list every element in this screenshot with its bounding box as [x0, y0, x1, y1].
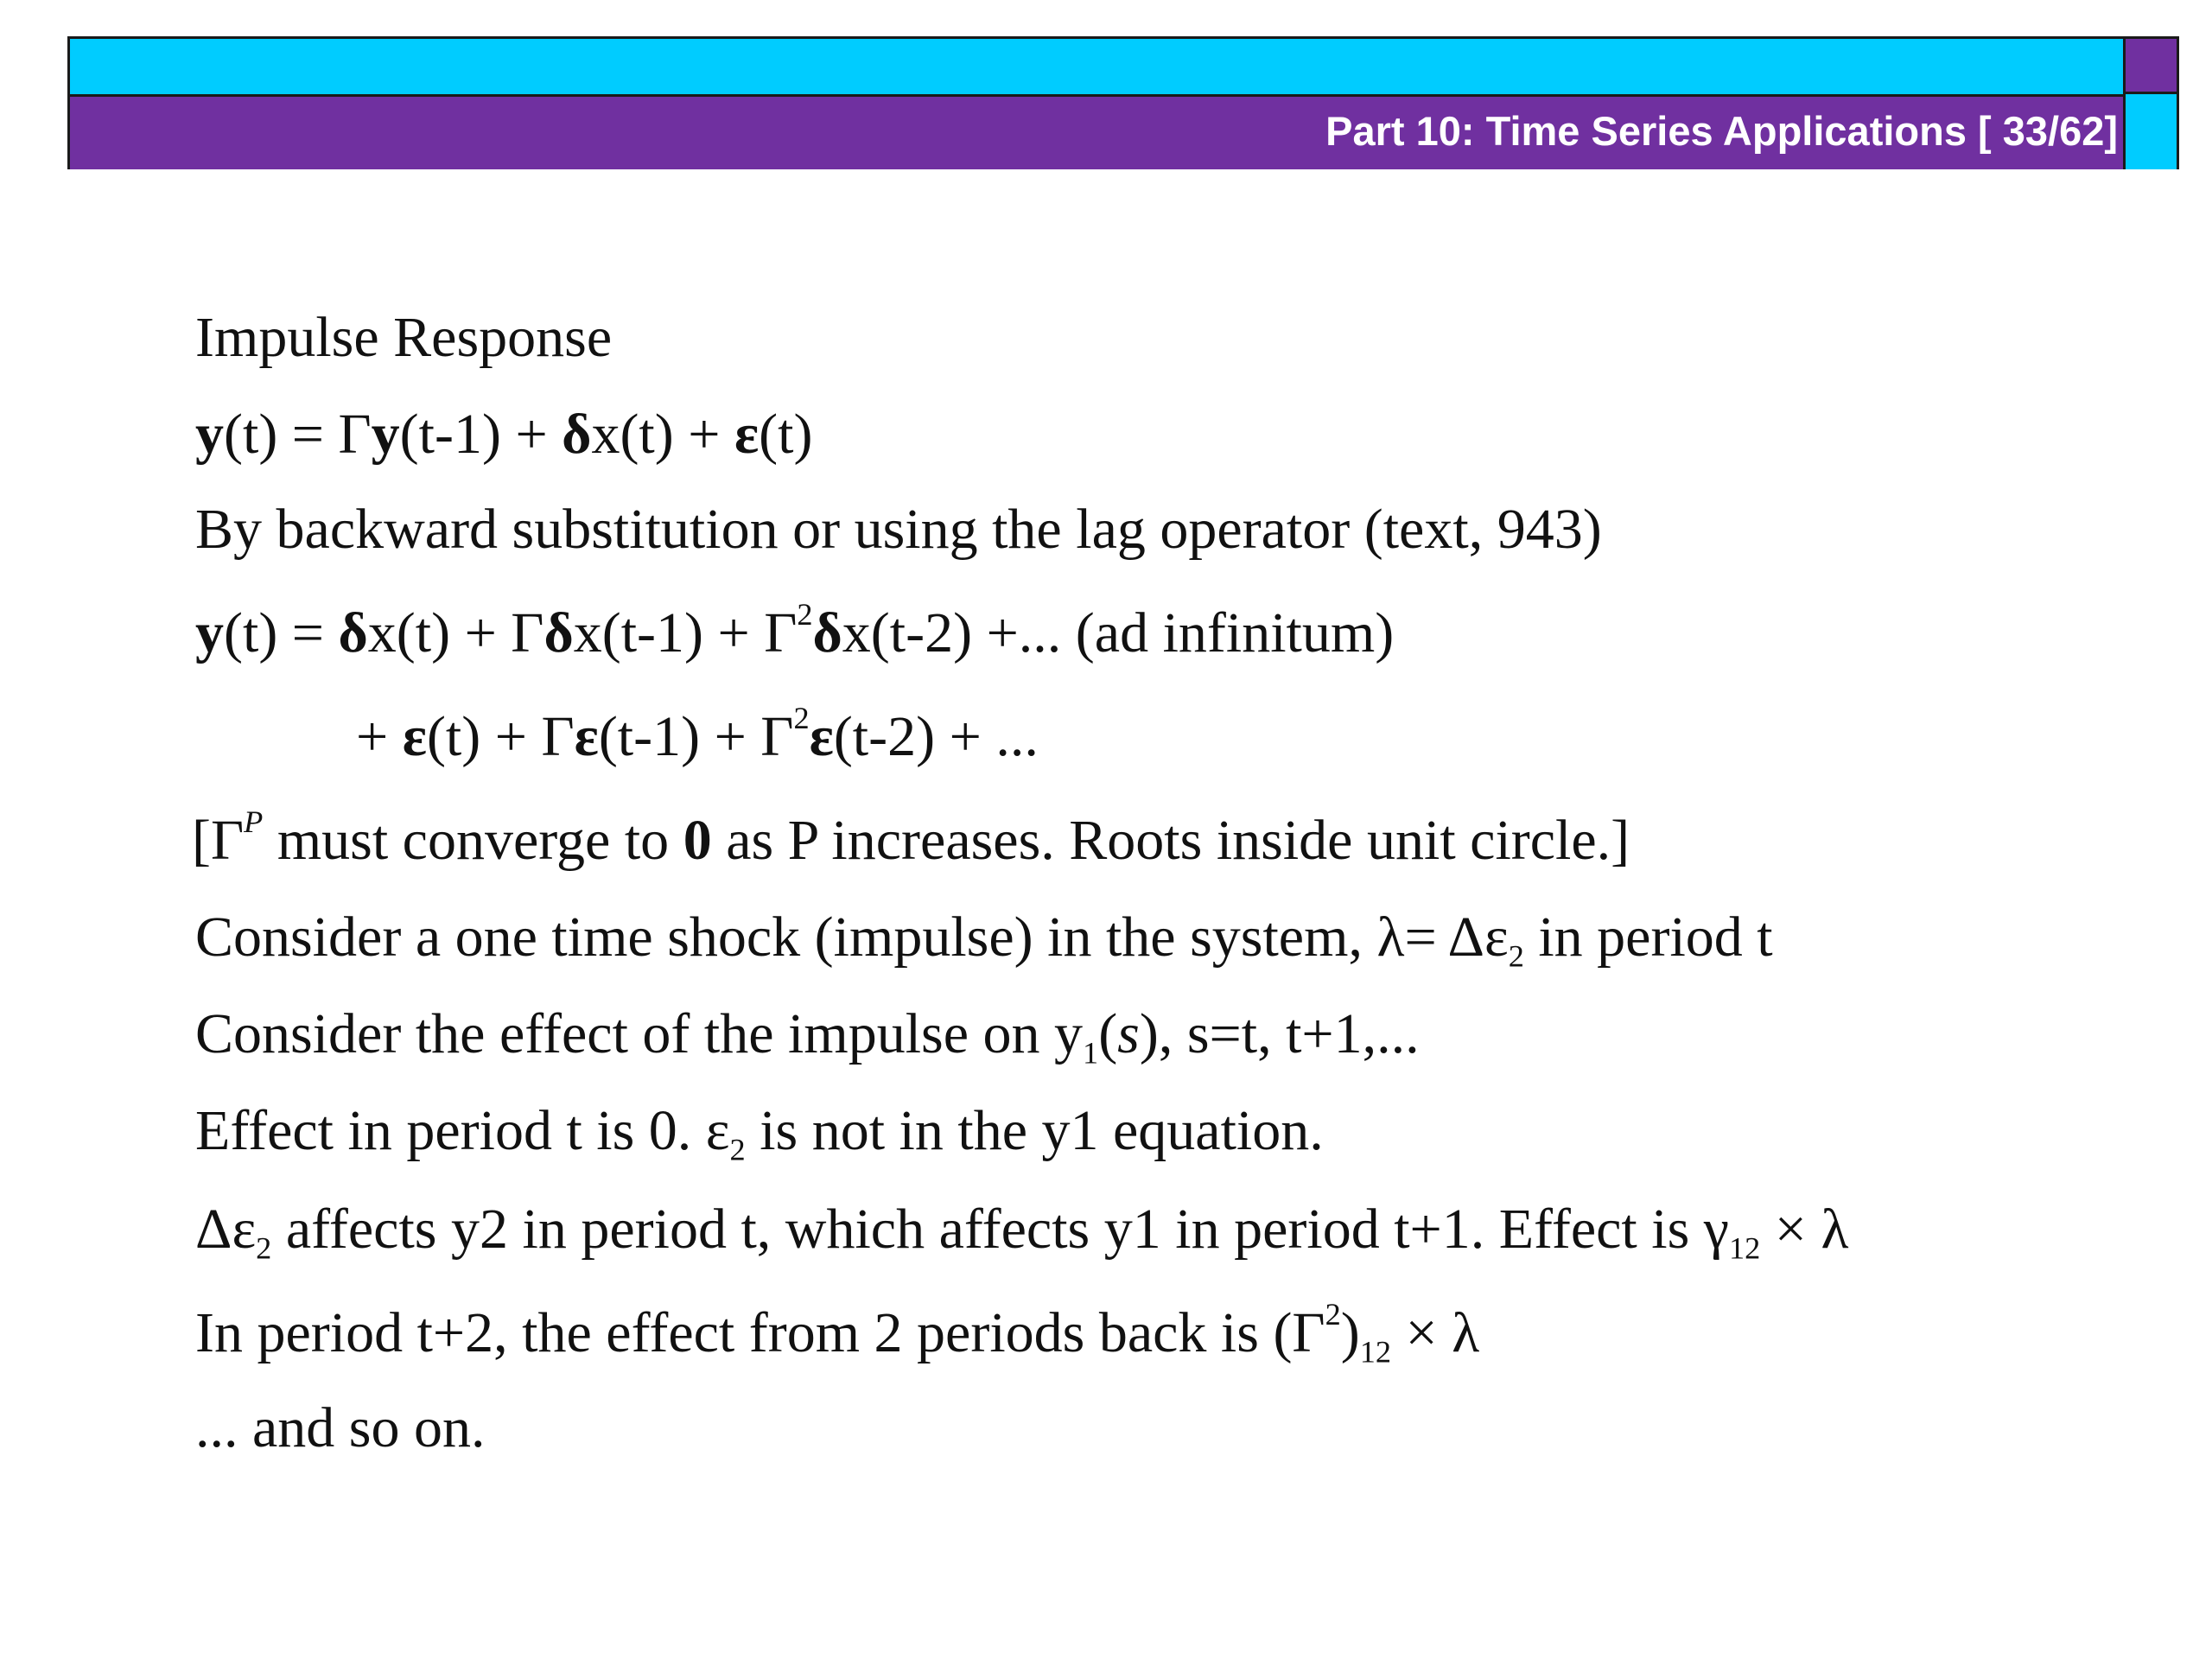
text-period-t2: In period t+2, the effect from 2 periods back is $(\Gamma^2)_{12} \times \lambda$ [195, 1297, 1480, 1370]
text-effect-period-t: Effect in period t is 0. $\varepsilon_2$ is not in the y1 equation. [195, 1099, 1324, 1167]
equation-ma-expansion-eps: + $\varepsilon(t) + \Gamma\varepsilon(t-1) + \Gamma^2\varepsilon(t-2)$ + ... [356, 701, 1039, 768]
text-and-so-on: ... and so on. [195, 1396, 486, 1459]
banner-corner-square-purple [2123, 39, 2177, 94]
text-affects-y2: $\Delta\varepsilon_2$ affects y2 in period t, which affects y1 in period t+1. Effect is $\gamma_{12} \times \lambda$ [195, 1198, 1849, 1266]
text-effect-on-y1: Consider the effect of the impulse on $y_1(s)$, s=t, t+1,... [195, 1002, 1420, 1071]
header-banner [67, 36, 2179, 169]
equation-var-model: y(t) = Γy(t-1) + δx(t) + ε(t) [195, 403, 813, 466]
banner-corner-square-cyan [2123, 94, 2177, 169]
text-convergence-note: [$\Gamma^P$ must converge to 0 as P increases. Roots inside unit circle.] [192, 804, 1630, 872]
text-one-time-shock: Consider a one time shock (impulse) in the system, $\lambda= \Delta\varepsilon_2$ in period t [195, 906, 1773, 974]
slide-header-title: Part 10: Time Series Applications [ 33/62] [1325, 108, 2118, 154]
banner-cyan-bar [70, 39, 2123, 97]
text-backward-substitution: By backward substitution or using the lag operator (text, 943) [195, 498, 1602, 561]
slide-heading: Impulse Response [195, 306, 613, 369]
equation-ma-expansion-x: $y(t) = \delta x(t) + \Gamma\delta x(t-1) + \Gamma^2\delta x(t-2)$ +... (ad infinitum) [195, 597, 1395, 664]
